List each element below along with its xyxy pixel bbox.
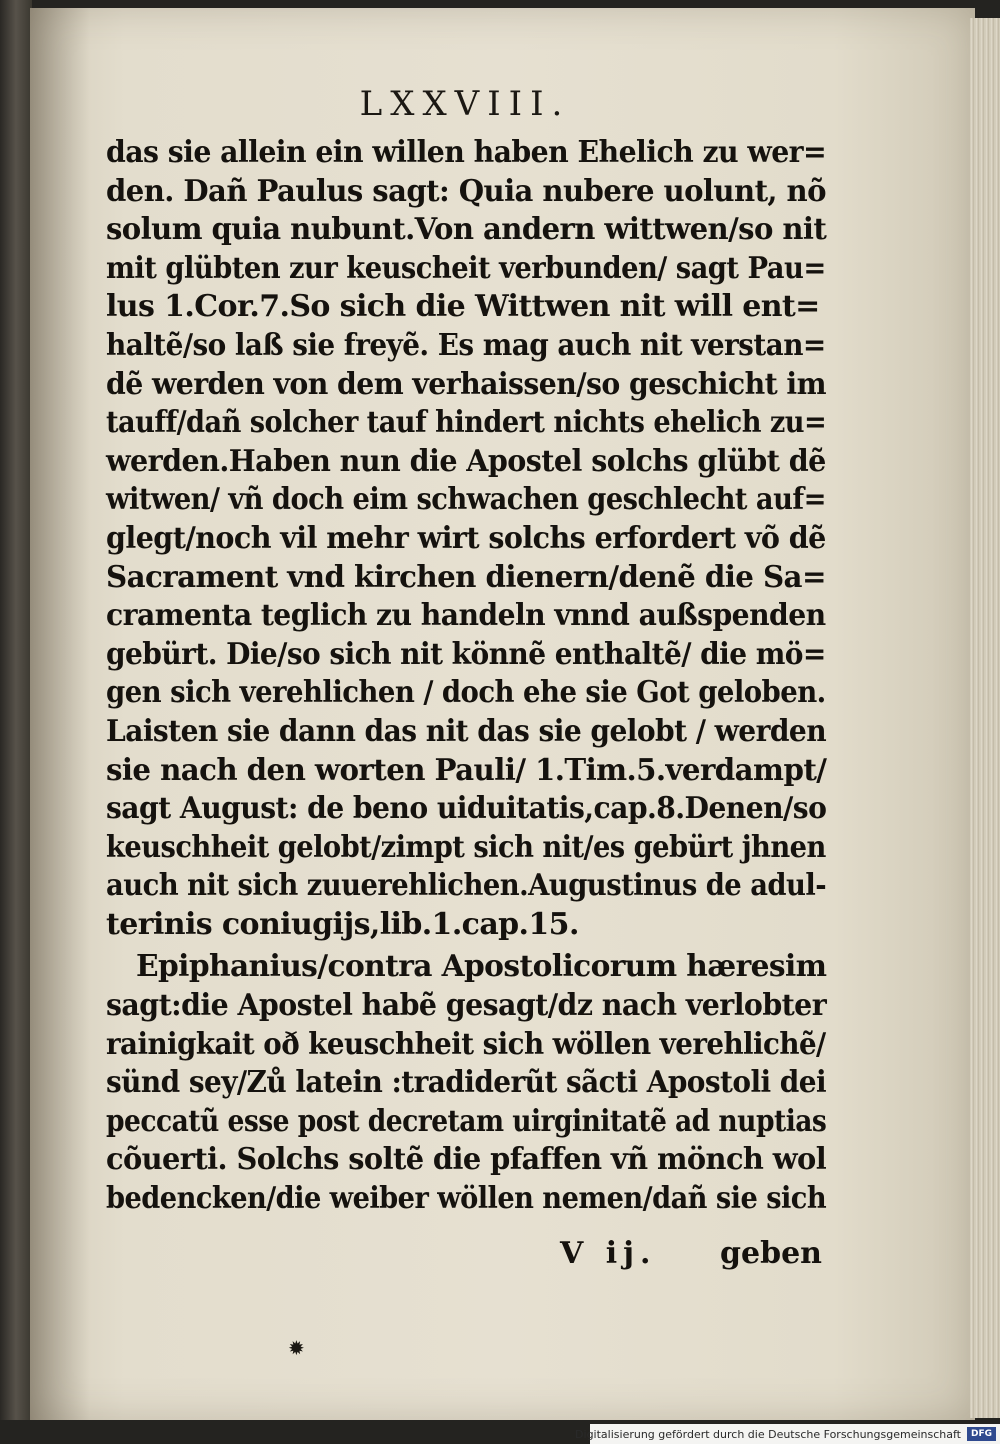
text-line: den. Dañ Paulus sagt: Quia nubere uolunt, nõ bbox=[106, 173, 826, 209]
signature-mark: V ij. bbox=[560, 1236, 657, 1271]
text-line: gen sich verehlichen / doch ehe sie Got geloben. bbox=[106, 675, 826, 711]
text-line: solum quia nubunt.Von andern wittwen/so nit bbox=[106, 212, 827, 248]
dfg-logo-icon: DFG bbox=[967, 1427, 996, 1441]
text-line: dẽ werden von dem verhaissen/so geschicht im bbox=[106, 366, 826, 402]
text-line: Sacrament vnd kirchen dienern/denẽ die Sa= bbox=[106, 559, 826, 595]
text-line: lus 1.Cor.7.So sich die Wittwen nit will ent= bbox=[106, 289, 820, 325]
paragraph-1 bbox=[106, 134, 826, 944]
text-line: sie nach den worten Pauli/ 1.Tim.5.verdampt/ bbox=[106, 752, 827, 788]
text-line: rainigkait oð keuschheit sich wöllen verehlichẽ/ bbox=[106, 1026, 826, 1062]
text-line: glegt/noch vil mehr wirt solchs erfordert võ dẽ bbox=[106, 520, 826, 556]
text-line: cramenta teglich zu handeln vnnd außspenden bbox=[106, 598, 826, 634]
body-text bbox=[106, 134, 826, 1219]
facing-page-edge bbox=[0, 0, 32, 1420]
text-line: bedencken/die weiber wöllen nemen/dañ sie sich bbox=[106, 1181, 827, 1217]
binding-shadow bbox=[30, 8, 90, 1420]
text-line: mit glübten zur keuscheit verbunden/ sagt Pau= bbox=[106, 250, 826, 286]
text-line: das sie allein ein willen haben Ehelich zu wer= bbox=[106, 135, 827, 170]
text-line: sagt:die Apostel habẽ gesagt/dz nach verlobter bbox=[106, 988, 827, 1024]
text-line: witwen/ vñ doch eim schwachen geschlecht auf= bbox=[106, 482, 826, 518]
text-line: tauff/dañ solcher tauf hindert nichts ehelich zu= bbox=[106, 405, 827, 441]
text-line: Laisten sie dann das nit das sie gelobt / werden bbox=[106, 713, 827, 749]
footer-credit: Digitalisierung gefördert durch die Deutsche Forschungsgemeinschaft bbox=[575, 1427, 961, 1441]
text-line: cõuerti. Solchs soltẽ die pfaffen vñ mönch wol bbox=[106, 1142, 827, 1178]
text-line: peccatũ esse post decretam uirginitatẽ ad nuptias bbox=[106, 1103, 827, 1139]
text-line: haltẽ/so laß sie freyẽ. Es mag auch nit verstan= bbox=[106, 327, 826, 363]
text-line: auch nit sich zuuerehlichen.Augustinus de adul- bbox=[106, 868, 827, 904]
text-line: werden.Haben nun die Apostel solchs glübt dẽ bbox=[106, 443, 826, 479]
catchword: geben bbox=[720, 1236, 822, 1271]
text-line: terinis coniugijs,lib.1.cap.15. bbox=[106, 906, 579, 942]
paragraph-2 bbox=[106, 948, 826, 1218]
text-line: Epiphanius/contra Apostolicorum hæresim bbox=[136, 949, 827, 985]
text-line: gebürt. Die/so sich nit könnẽ enthaltẽ/ die mö= bbox=[106, 636, 826, 672]
folio-number: LXXVIII. bbox=[359, 84, 571, 124]
catchline bbox=[560, 1236, 822, 1276]
text-line: sagt August: de beno uiduitatis,cap.8.Denen/so bbox=[106, 791, 827, 827]
text-line: keuschheit gelobt/zimpt sich nit/es gebürt jhnen bbox=[106, 829, 826, 865]
page-stack-edge bbox=[970, 18, 1000, 1418]
footer-credit-bar bbox=[575, 1424, 1000, 1444]
ornament-icon: ✹ bbox=[288, 1336, 305, 1360]
text-line: sünd sey/Zů latein :tradiderũt sãcti Apostoli dei bbox=[106, 1065, 827, 1101]
